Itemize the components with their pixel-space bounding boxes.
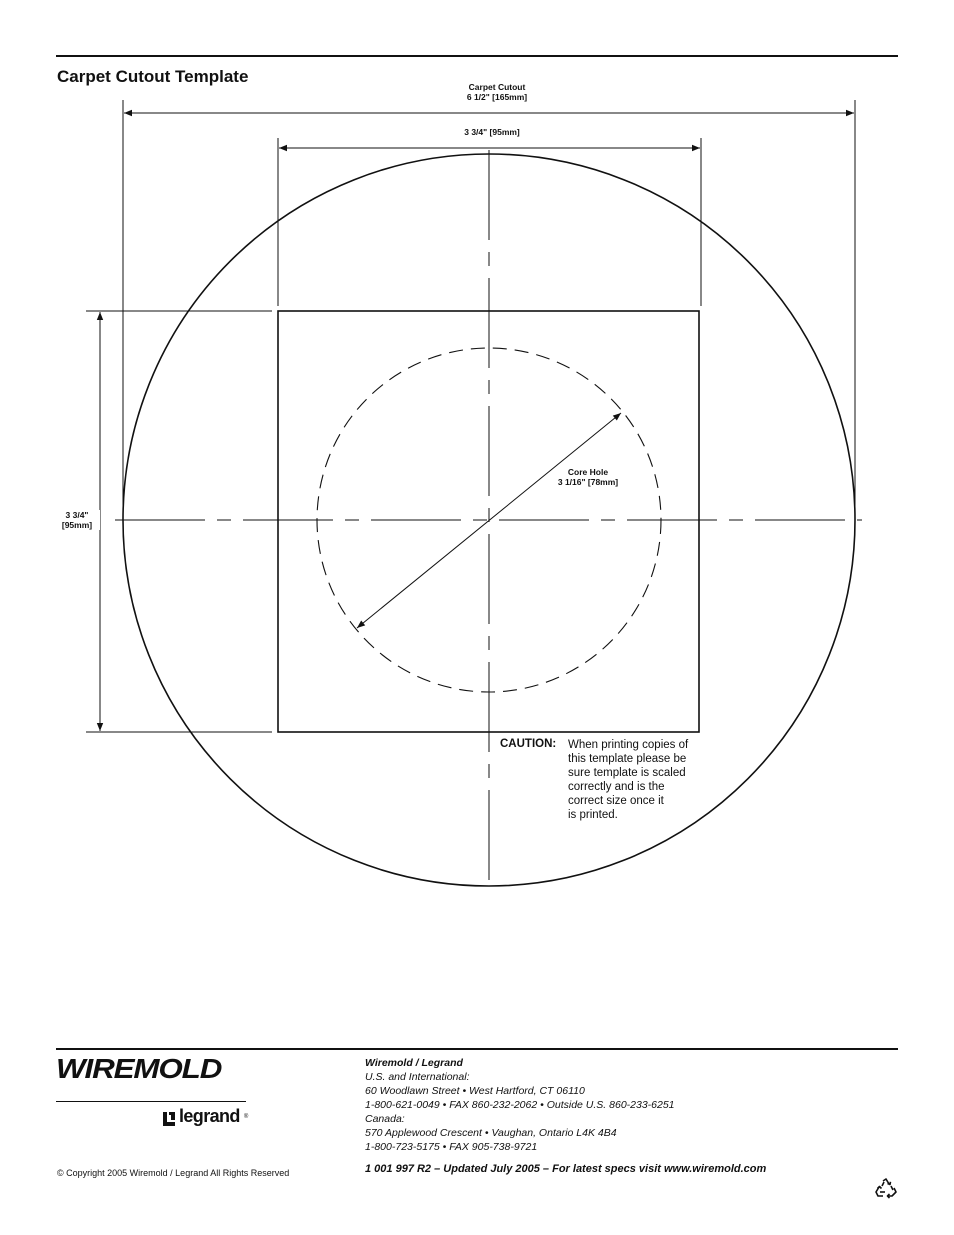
specs-line: 1 001 997 R2 – Updated July 2005 – For latest specs visit www.wiremold.com [365,1163,767,1175]
core-hole-title: Core Hole [567,467,609,477]
caution-line: correct size once it [568,795,664,807]
core-hole-label [538,467,638,487]
caution-label: CAUTION: [500,738,557,750]
caution-line: sure template is scaled [568,767,686,779]
plate-height-label [54,510,100,530]
canada-heading: Canada: [365,1113,405,1125]
us-phone: 1-800-621-0049 • FAX 860-232-2062 • Outside U.S. 860-233-6251 [365,1099,675,1111]
logo-divider [56,1101,246,1102]
caution-line: correctly and is the [568,781,665,793]
legrand-registered-mark: ® [243,1113,248,1120]
canada-street: 570 Applewood Crescent • Vaughan, Ontario L4K 4B4 [365,1127,617,1139]
caution-line: When printing copies of [568,739,689,751]
plate-width-label [432,127,552,137]
caution-line: this template please be [568,753,687,765]
wiremold-logo: WIREMOLD [56,1053,222,1084]
legrand-logo [163,1106,248,1127]
canada-phone: 1-800-723-5175 • FAX 905-738-9721 [365,1141,538,1153]
address-block [365,1056,675,1154]
plate-height-value: 3 3/4" [65,510,89,520]
us-street: 60 Woodlawn Street • West Hartford, CT 06110 [365,1085,585,1097]
plate-height-mm: [95mm] [61,520,93,530]
page-title: Carpet Cutout Template [57,67,249,86]
caution-text [568,738,688,822]
footer-rule [56,1048,898,1050]
us-heading: U.S. and International: [365,1071,470,1083]
core-hole-size: 3 1/16" [78mm] [557,477,619,487]
caution-line: is printed. [568,809,618,821]
plate-width-value: 3 3/4" [95mm] [464,127,520,137]
carpet-cutout-label [432,82,562,102]
company-name: Wiremold / Legrand [365,1057,463,1069]
recycle-icon [874,1177,898,1201]
legrand-wordmark: legrand [179,1106,240,1126]
carpet-cutout-size: 6 1/2" [165mm] [466,92,528,102]
copyright-notice: © Copyright 2005 Wiremold / Legrand All Rights Reserved [57,1168,290,1178]
carpet-cutout-title: Carpet Cutout [468,82,526,92]
legrand-logo-mark [163,1110,175,1124]
